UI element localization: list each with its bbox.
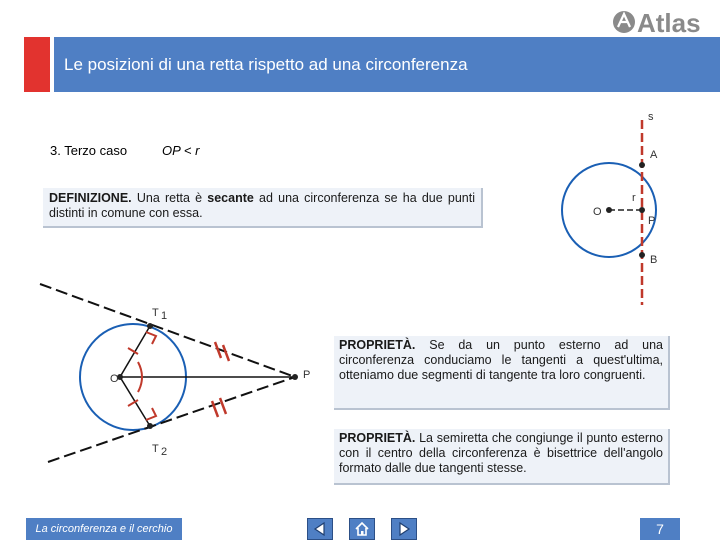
atlas-logo [612,6,702,36]
next-slide-button[interactable] [391,518,417,540]
property-box-2 [334,429,670,485]
home-icon [354,521,370,537]
congruence-marks-2 [212,398,226,417]
label-T1-sub: 1 [161,310,168,322]
tangents-diagram [0,270,340,470]
label-T2-sub: 2 [161,446,168,458]
page-number: 7 [640,518,680,540]
label-B: B [650,254,658,266]
label-s: s [648,111,654,123]
title-accent-tab [24,37,50,92]
label-r: r [632,192,636,204]
point-P [292,374,298,380]
definition-box [43,188,483,228]
secant-diagram [560,100,680,305]
point-A [639,162,645,168]
property-box-1 [334,336,670,410]
tangent-line-2 [48,377,295,462]
label-O: O [593,206,602,218]
right-angle-marker-2 [146,408,156,420]
chapter-label: La circonferenza e il cerchio [26,518,182,540]
case-label: 3. Terzo caso [50,143,128,158]
point-T1 [147,323,153,329]
point-B [639,252,645,258]
label-P: P [303,369,311,381]
property-2-keyword: PROPRIETÀ. [339,431,416,445]
definition-text-before: Una retta è [131,191,208,205]
label-A: A [650,149,658,161]
definition-text-after: ad una circonferenza se ha due punti distinti in comune con essa. [49,191,475,220]
definition-keyword: DEFINIZIONE. [49,191,132,205]
property-1-keyword: PROPRIETÀ. [339,338,416,352]
case-condition: OP < r [162,143,200,158]
property-2-text: La semiretta che congiunge il punto esterno con il centro della circonferenza è bisettrice dell'angolo formato dalle due tangenti stesse. [339,431,663,475]
prev-slide-button[interactable] [307,518,333,540]
page-title: Le posizioni di una retta rispetto ad una circonferenza [64,55,468,74]
point-O [606,207,612,213]
right-angle-marker-1 [146,332,156,344]
label-P: P [648,215,656,227]
home-button[interactable] [349,518,375,540]
point-P [639,207,645,213]
tangent-line-1 [40,284,295,377]
point-T2 [147,423,153,429]
svg-text:Atlas: Atlas [637,8,701,36]
label-O: O [110,373,119,385]
definition-emphasis: secante [207,191,254,205]
prev-icon [312,521,328,537]
next-icon [396,521,412,537]
label-T2: T [152,443,159,455]
label-T1: T [152,307,159,319]
property-1-text: Se da un punto esterno ad una circonferenza conduciamo le tangenti a quest'ultima, otteniamo due segmenti di tangente tra loro congruenti. [339,338,663,382]
